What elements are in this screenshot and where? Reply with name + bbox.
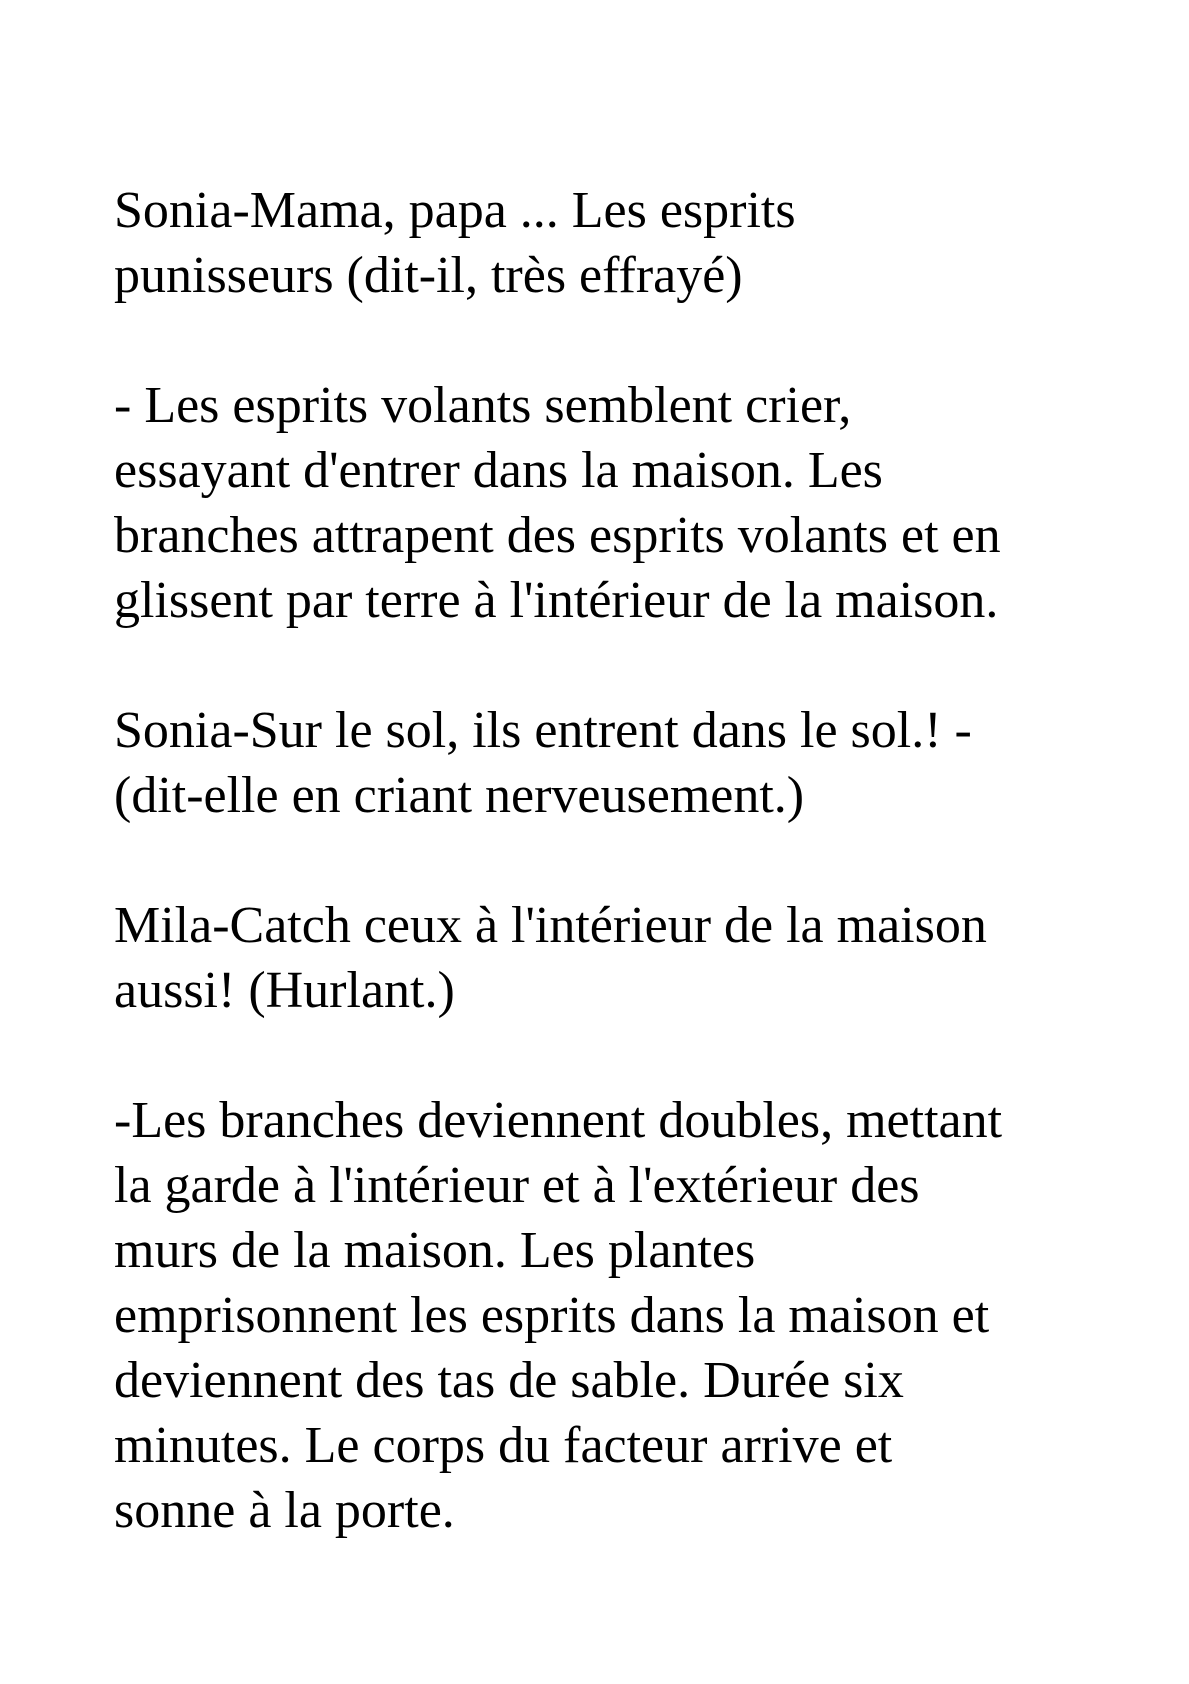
text-line: minutes. Le corps du facteur arrive et [114, 1417, 893, 1474]
document-body [114, 178, 1114, 1543]
paragraph-branches-doubles [114, 1088, 1114, 1543]
text-line: Mila-Catch ceux à l'intérieur de la maison [114, 897, 987, 954]
text-line: emprisonnent les esprits dans la maison et [114, 1287, 990, 1344]
text-line: -Les branches deviennent doubles, mettant [114, 1092, 1003, 1149]
text-line: essayant d'entrer dans la maison. Les [114, 442, 883, 499]
text-line: deviennent des tas de sable. Durée six [114, 1352, 904, 1409]
text-line: murs de la maison. Les plantes [114, 1222, 756, 1279]
text-line: punisseurs (dit-il, très effrayé) [114, 247, 743, 304]
text-line: Sonia-Sur le sol, ils entrent dans le sol.! - [114, 702, 972, 759]
paragraph-mila-catch [114, 893, 1114, 1023]
text-line: sonne à la porte. [114, 1482, 455, 1539]
paragraph-sonia-mama [114, 178, 1114, 308]
paragraph-sonia-sol [114, 698, 1114, 828]
text-line: Sonia-Mama, papa ... Les esprits [114, 182, 796, 239]
paragraph-esprits-volants [114, 373, 1114, 633]
text-line: - Les esprits volants semblent crier, [114, 377, 852, 434]
text-line: la garde à l'intérieur et à l'extérieur des [114, 1157, 920, 1214]
text-line: (dit-elle en criant nerveusement.) [114, 767, 805, 824]
text-line: glissent par terre à l'intérieur de la maison. [114, 572, 999, 629]
text-line: aussi! (Hurlant.) [114, 962, 455, 1019]
text-line: branches attrapent des esprits volants et en [114, 507, 1001, 564]
